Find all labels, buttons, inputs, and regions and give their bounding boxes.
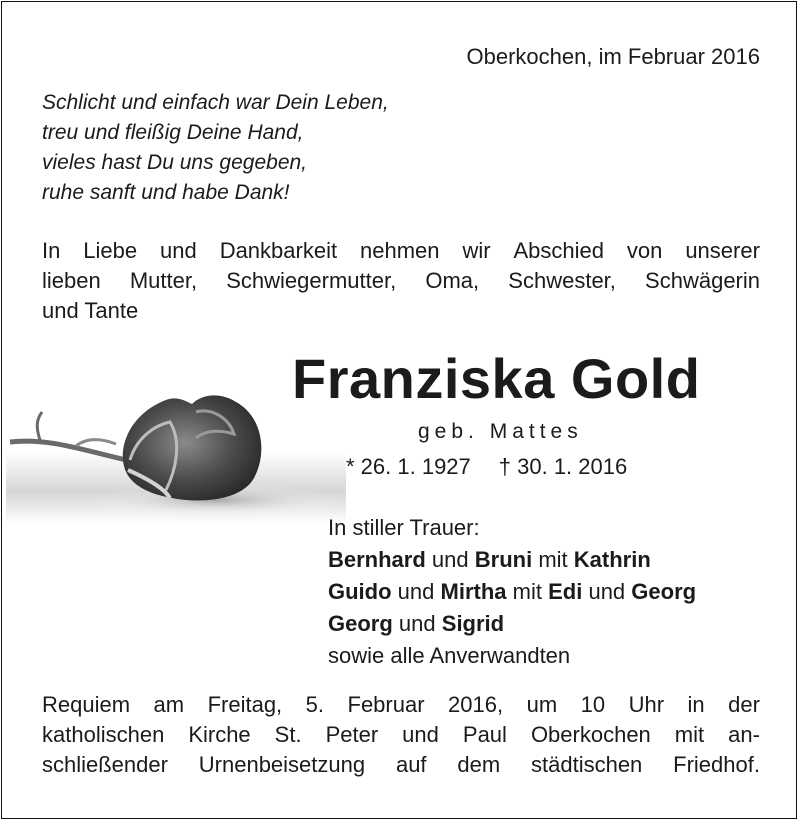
word: von [626,238,663,263]
mourner-row [328,608,696,640]
farewell-line [42,266,760,296]
connector: und [397,579,435,604]
word: 10 [580,692,606,717]
poem-line: ruhe sanft und habe Dank! [42,181,290,204]
word: St. [274,722,302,747]
mourners-heading: In stiller Trauer: [328,515,480,540]
mourner-name: Kathrin [573,547,651,572]
word: 5. [305,692,325,717]
word: Schwiegermutter, [226,268,397,293]
word: Liebe [83,238,138,263]
word: unserer [685,238,760,263]
place-date: Oberkochen, im Februar 2016 [466,44,760,69]
word: Urnenbeisetzung [198,752,366,777]
mourner-row [328,576,696,608]
word: an- [728,722,760,747]
word: auf [395,752,427,777]
word: Requiem [42,692,131,717]
word: und [402,722,439,747]
mourner-name: Sigrid [441,611,505,636]
word: mit [674,722,705,747]
word: Friedhof. [673,752,760,777]
requiem-text [42,690,760,780]
word: Dankbarkeit [219,238,338,263]
mourner-name: Bruni [474,547,533,572]
word: um [526,692,558,717]
deceased-name: Franziska Gold [292,347,701,410]
farewell-line [42,236,760,266]
mourner-name: Edi [548,579,583,604]
relatives-line: sowie alle Anverwandten [328,643,571,668]
poem-line: Schlicht und einfach war Dein Leben, [42,91,389,114]
death-date: † 30. 1. 2016 [498,454,628,479]
word: der [728,692,760,717]
word: Freitag, [207,692,283,717]
word: Oberkochen [530,722,651,747]
mourner-name: Bernhard [328,547,426,572]
word: schließender [42,752,168,777]
word: Uhr [628,692,665,717]
maiden-name: geb. Mattes [418,420,583,443]
mourner-name: Georg [631,579,697,604]
mourner-row [328,544,696,576]
mourner-name: Mirtha [440,579,507,604]
connector: und [431,547,469,572]
word: nehmen [360,238,440,263]
obituary-notice [1,1,797,819]
word: Kirche [188,722,251,747]
word: In [42,238,61,263]
word: Peter [325,722,379,747]
word: 2016, [448,692,504,717]
word: Schwester, [508,268,616,293]
requiem-line [42,690,760,720]
poem-line: treu und fleißig Deine Hand, [42,121,304,144]
requiem-line [42,750,760,780]
word: Oma, [425,268,480,293]
word: und [160,238,197,263]
requiem-line [42,720,760,750]
mourners-block [328,512,696,672]
word: Mutter, [129,268,198,293]
word: in [687,692,705,717]
word: dem [457,752,501,777]
word: Abschied [513,238,604,263]
connector: und [588,579,626,604]
poem-line: vieles hast Du uns gegeben, [42,151,308,174]
word: städtischen [531,752,643,777]
poem [42,88,389,208]
birth-date: * 26. 1. 1927 [346,454,471,479]
word: wir [462,238,491,263]
mourner-name: Guido [328,579,392,604]
farewell-line: und Tante [42,298,139,323]
word: Schwägerin [645,268,760,293]
connector: mit [512,579,542,604]
connector: mit [538,547,568,572]
word: am [153,692,185,717]
word: Februar [347,692,425,717]
life-dates [346,454,627,480]
word: Paul [462,722,507,747]
word: lieben [42,268,101,293]
mourner-name: Georg [328,611,393,636]
connector: und [398,611,436,636]
word: katholischen [42,722,165,747]
farewell-text [42,236,760,326]
